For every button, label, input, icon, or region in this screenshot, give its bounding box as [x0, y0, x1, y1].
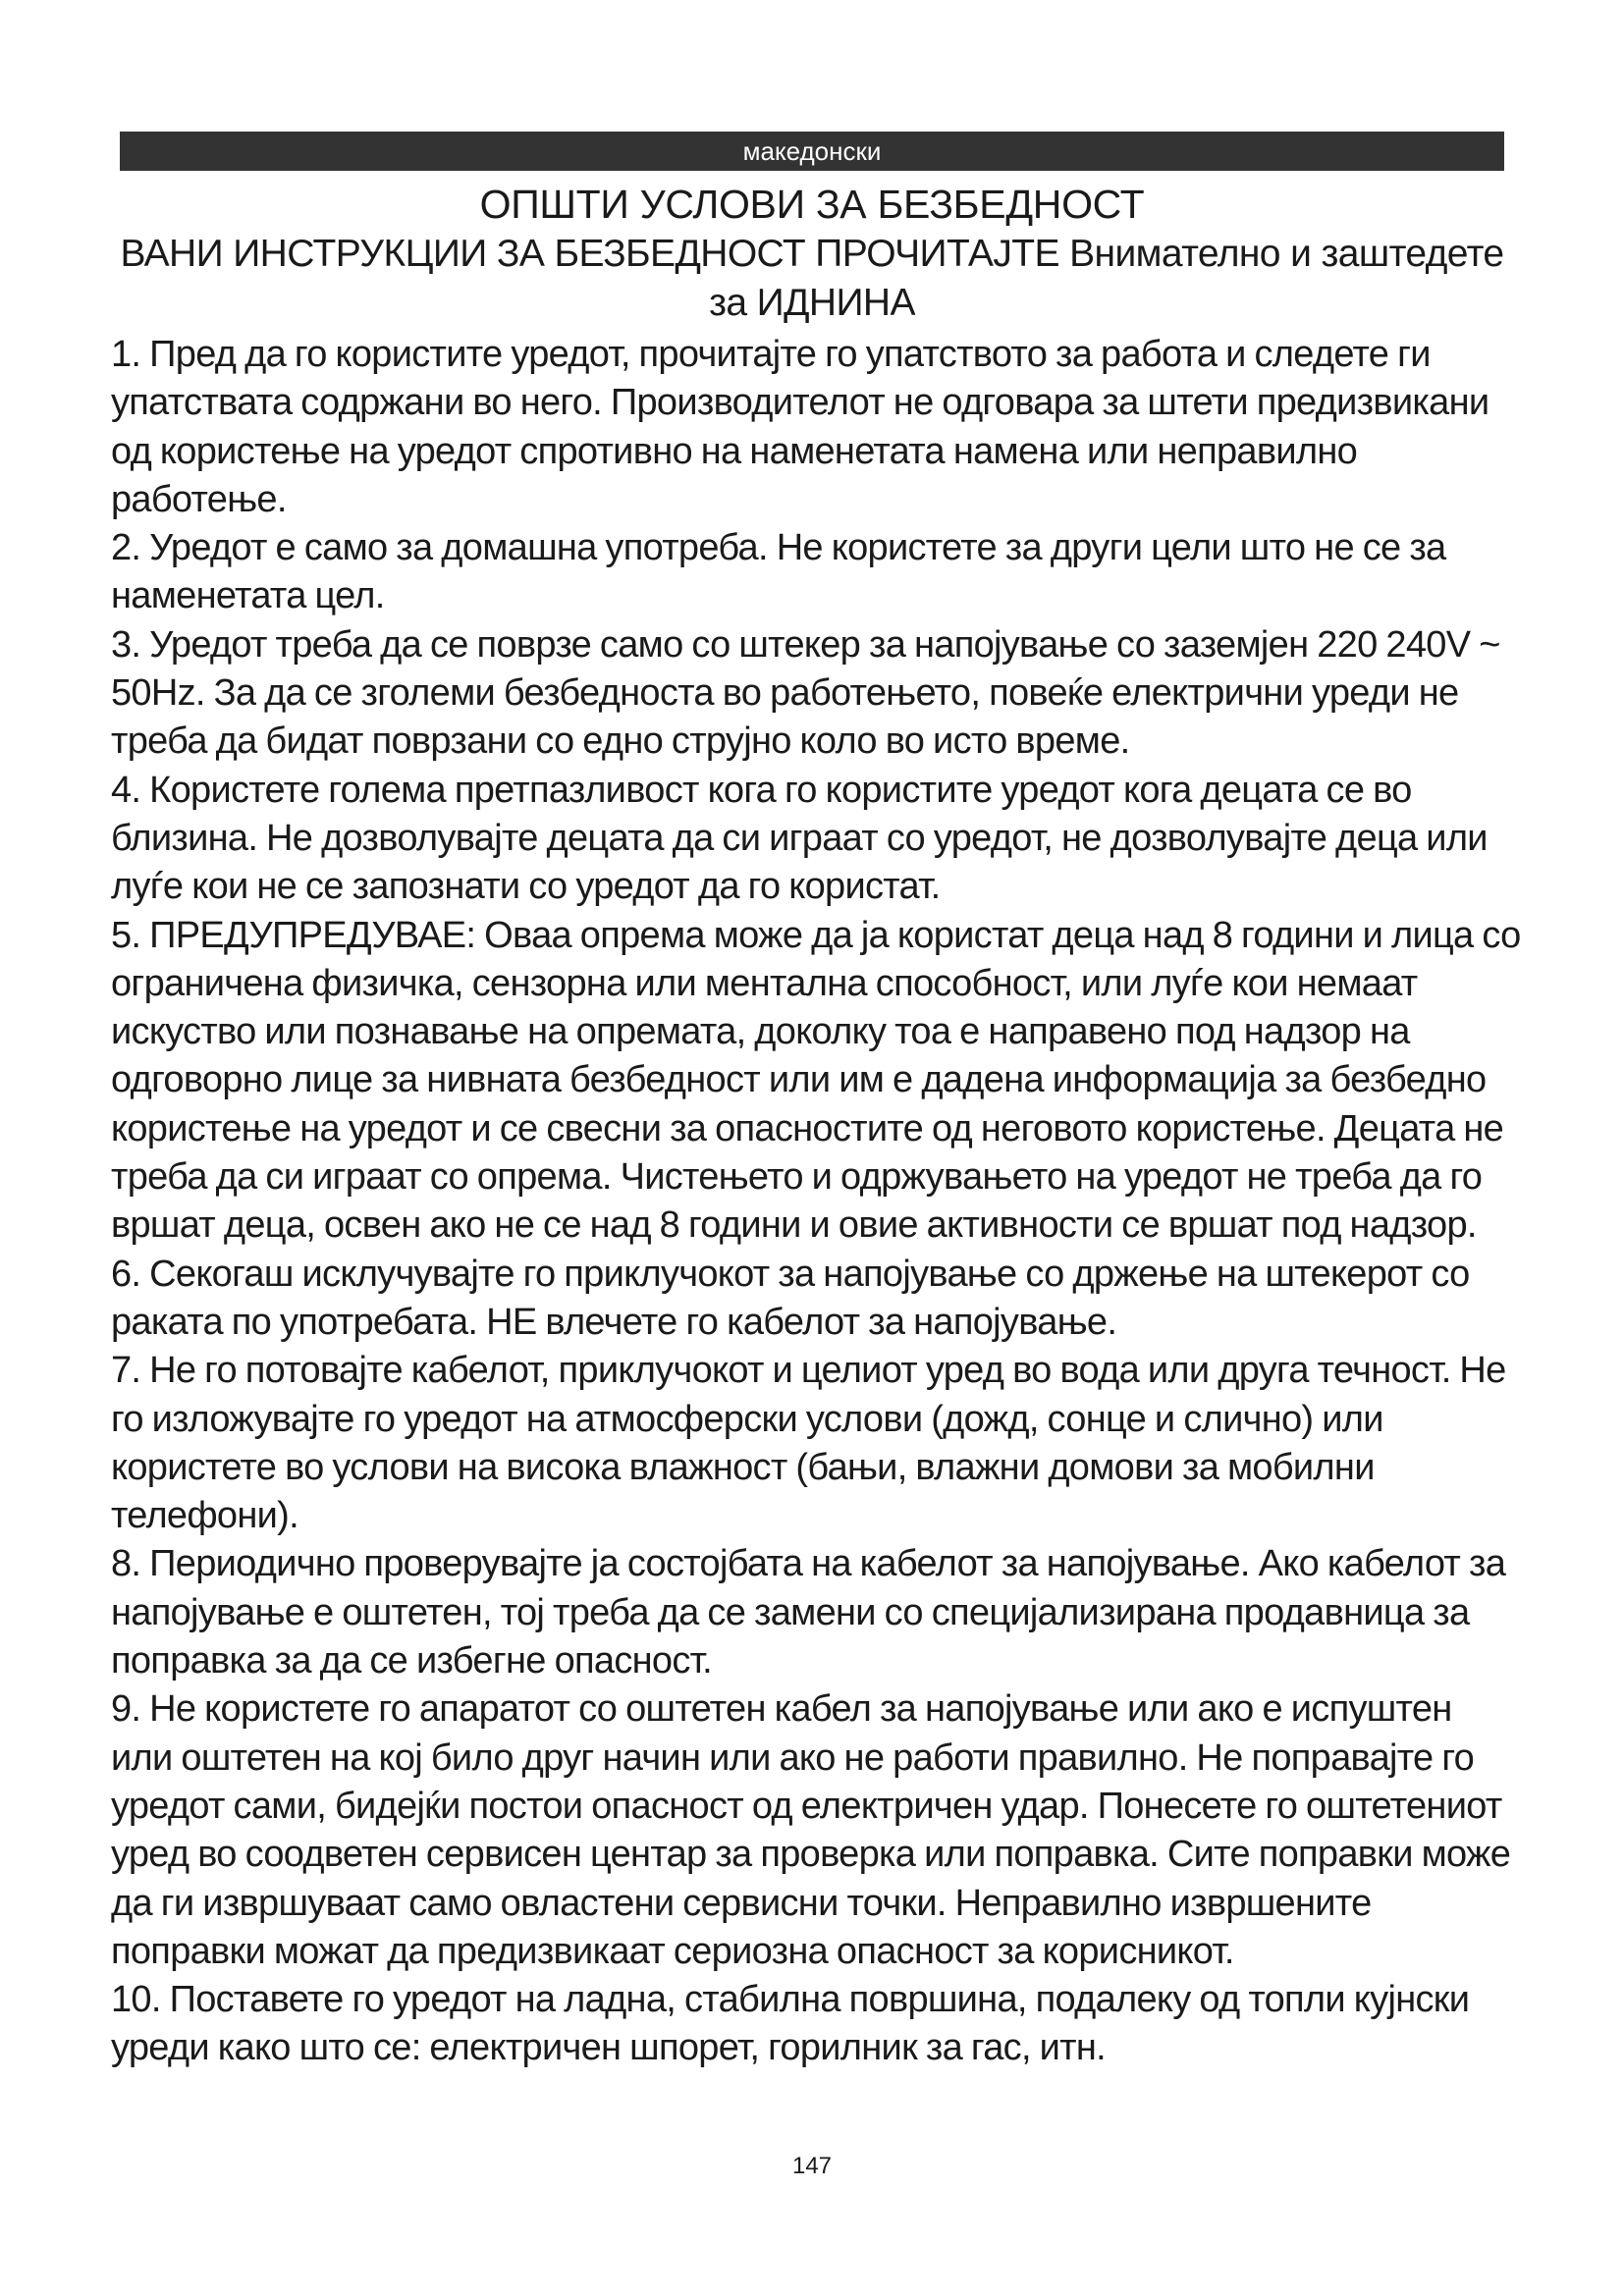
safety-item-4: 4. Користете голема претпазливост кога го користите уредот кога децата се во близина. Не дозволувајте децата да си играат со уредот, не дозволувајте деца или луѓе кои не се запознати со уредот да го користат. [111, 769, 1488, 908]
safety-instructions-list [111, 331, 1521, 2073]
safety-item-2: 2. Уредот е само за домашна употреба. Не користете за други цели што не се за наменетата цел. [111, 527, 1446, 617]
page-number: 147 [791, 2153, 833, 2179]
document-subtitle: ВАНИ ИНСТРУКЦИИ ЗА БЕЗБЕДНОСТ ПРОЧИТАЈТЕ Внимателно и заштедете за ИДНИНА [120, 233, 1504, 324]
safety-item-6: 6. Секогаш исклучувајте го приклучокот за напојување со држење на штекерот со раката по употребата. НЕ влечете го кабелот за напојување. [111, 1253, 1470, 1343]
safety-item-1: 1. Пред да го користите уредот, прочитајте го упатството за работа и следете ги упатствата содржани во него. Производителот не одговара за штети предизвикани од користење на уредот спротивно на наменетата намена или неправилно работење. [111, 334, 1489, 520]
safety-item-8: 8. Периодично проверувајте ја состојбата на кабелот за напојување. Ако кабелот за напојување е оштетен, тој треба да се замени со специјализирана продавница за поправка за да се избегне опасност. [111, 1543, 1506, 1682]
safety-item-9: 9. Не користете го апаратот со оштетен кабел за напојување или ако е испуштен или оштетен на кој било друг начин или ако не работи правилно. Не поправајте го уредот сами, бидејќи постои опасност од електричен удар. Понесете го оштетениот уред во соодветен сервисен центар за проверка или поправка. Сите поправки може да ги извршуваат само овластени сервисни точки. Неправилно извршените поправки можат да предизвикаат сериозна опасност за корисникот. [111, 1688, 1511, 1972]
document-title: ОПШТИ УСЛОВИ ЗА БЕЗБЕДНОСТ [479, 182, 1145, 227]
safety-item-7: 7. Не го потовајте кабелот, приклучокот и целиот уред во вода или друга течност. Не го изложувајте го уредот на атмосферски услови (дожд, сонце и слично) или користете во услови на висока влажност (бањи, влажни домови за мобилни телефони). [111, 1350, 1506, 1537]
language-label-bar: македонски [120, 132, 1504, 171]
safety-item-10: 10. Поставете го уредот на ладна, стабилна површина, подалеку од топли кујнски уреди како што се: електричен шпорет, горилник за гас, итн. [111, 1979, 1470, 2069]
safety-item-3: 3. Уредот треба да се поврзе само со штекер за напојување со заземјен 220 240V ~ 50Hz. За да се зголеми безбедноста во работењето, повеќе електрични уреди не треба да бидат поврзани со едно струјно коло во исто време. [111, 623, 1500, 763]
safety-item-5: 5. ПРЕДУПРЕДУВАЕ: Оваа опрема може да ја користат деца над 8 години и лица со ограничена физичка, сензорна или ментална способност, или луѓе кои немаат искуство или познавање на опремата, доколку тоа е направено под надзор на одговорно лице за нивната безбедност или им е дадена информација за безбедно користење на уредот и се свесни за опасностите од неговото користење. Децата не треба да си играат со опрема. Чистењето и одржувањето на уредот не треба да го вршат деца, освен ако не се над 8 години и овие активности се вршат под надзор. [111, 914, 1521, 1247]
